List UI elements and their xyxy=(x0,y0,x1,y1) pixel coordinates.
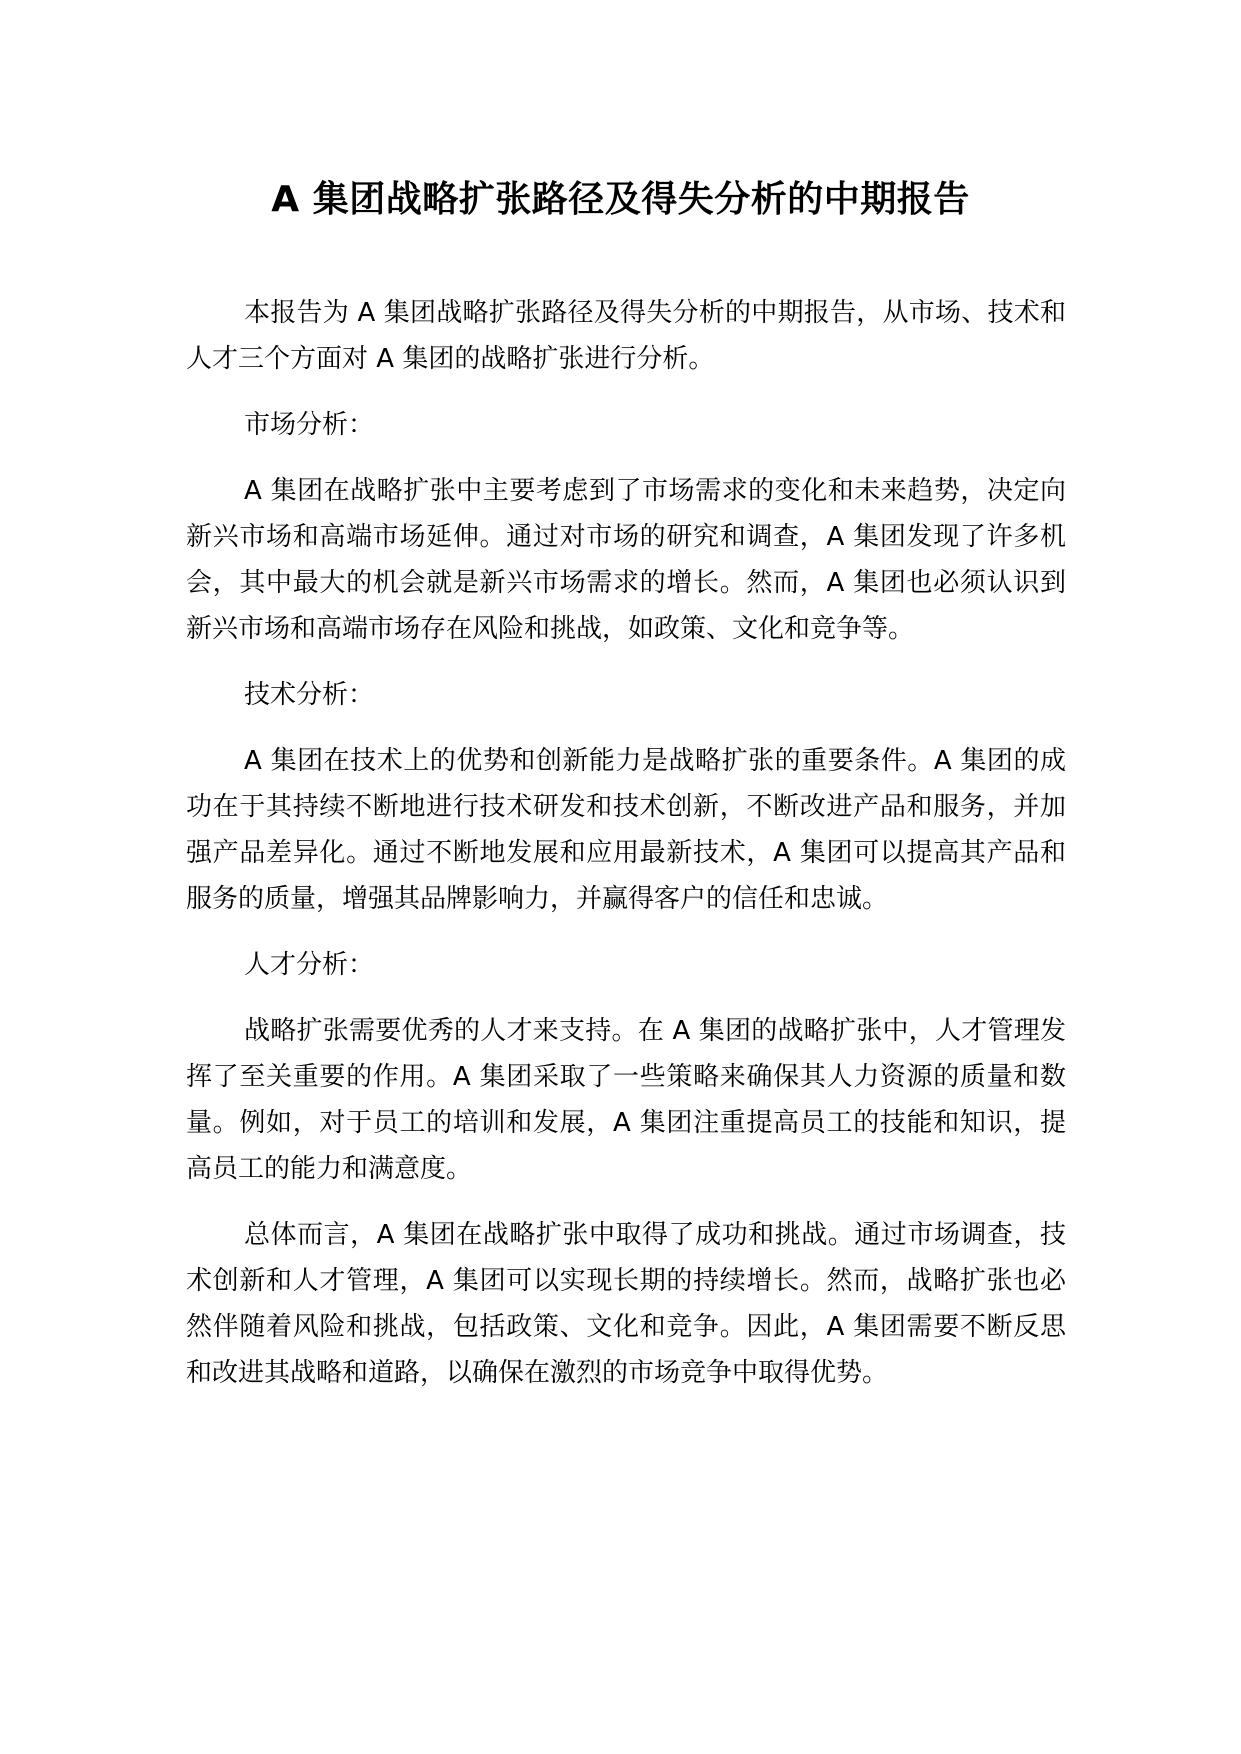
talent-analysis-heading: 人才分析： xyxy=(244,950,375,980)
talent-analysis-paragraph: 战略扩张需要优秀的人才来支持。在 A 集团的战略扩张中，人才管理发挥了至关重要的作用。A 集团采取了一些策略来确保其人力资源的质量和数量。例如，对于员工的培训和发展，A 集团注重提高员工的技能和知识，提高员工的能力和满意度。 xyxy=(186,1016,1066,1184)
document-body xyxy=(186,290,1066,1416)
technology-analysis-paragraph: A 集团在技术上的优势和创新能力是战略扩张的重要条件。A 集团的成功在于其持续不断地进行技术研发和技术创新，不断改进产品和服务，并加强产品差异化。通过不断地发展和应用最新技术，A 集团可以提高其产品和服务的质量，增强其品牌影响力，并赢得客户的信任和忠诚。 xyxy=(186,746,1066,914)
document-title: A 集团战略扩张路径及得失分析的中期报告 xyxy=(271,179,970,220)
intro-paragraph: 本报告为 A 集团战略扩张路径及得失分析的中期报告，从市场、技术和人才三个方面对 A 集团的战略扩张进行分析。 xyxy=(186,298,1066,374)
market-analysis-heading: 市场分析： xyxy=(244,410,375,440)
conclusion-paragraph: 总体而言，A 集团在战略扩张中取得了成功和挑战。通过市场调查，技术创新和人才管理，A 集团可以实现长期的持续增长。然而，战略扩张也必然伴随着风险和挑战，包括政策、文化和竞争。因此，A 集团需要不断反思和改进其战略和道路，以确保在激烈的市场竞争中取得优势。 xyxy=(186,1220,1066,1388)
market-analysis-paragraph: A 集团在战略扩张中主要考虑到了市场需求的变化和未来趋势，决定向新兴市场和高端市场延伸。通过对市场的研究和调查，A 集团发现了许多机会，其中最大的机会就是新兴市场需求的增长。然而，A 集团也必须认识到新兴市场和高端市场存在风险和挑战，如政策、文化和竞争等。 xyxy=(186,476,1066,644)
technology-analysis-heading: 技术分析： xyxy=(244,680,375,710)
